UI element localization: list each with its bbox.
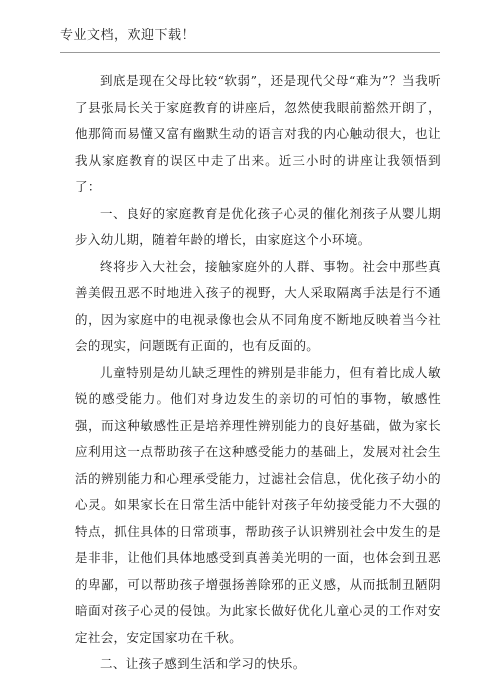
paragraph-society: 终将步入大社会，接触家庭外的人群、事物。社会中那些真善美假丑恶不时地进入孩子的视野，大人采取隔离手法是行不通的，因为家庭中的电视录像也会从不同角度不断地反映着当今社会的现实，问题既有正面的，也有反面的。 — [75, 258, 441, 353]
paragraph-children: 儿童特别是幼儿缺乏理性的辨别是非能力，但有着比成人敏锐的感受能力。他们对身边发生的亲切的可怕的事物，敏感性强，而这种敏感性正是培养理性辨别能力的良好基础，做为家长应利用这一点帮助孩子在这种感受能力的基础上，发展对社会生活的辨别能力和心理承受能力，过滤社会信息，优化孩子幼小的心灵。如果家长在日常生活中能针对孩子年幼接受能力不大强的特点，抓住具体的日常琐事，帮助孩子认识辨别社会中发生的是是非非，让他们具体地感受到真善美光明的一面，也体会到丑恶的卑鄙，可以帮助孩子增强扬善除邪的正义感，从而抵制丑陋阴暗面对孩子心灵的侵蚀。为此家长做好优化儿童心灵的工作对安定社会，安定国家功在千秋。 — [75, 364, 441, 645]
document-body — [75, 68, 441, 678]
paragraph-intro: 到底是现在父母比较“软弱”，还是现代父母“难为”？当我听了县张局长关于家庭教育的讲座后，忽然使我眼前豁然开朗了，他那简而易懂又富有幽默生动的语言对我的内心触动很大，也让我从家庭教育的误区中走了出来。近三小时的讲座让我领悟到了： — [75, 73, 441, 194]
paragraph-section-two: 二、让孩子感到生活和学习的快乐。 — [100, 656, 306, 671]
header-note: 专业文档，欢迎下载！ — [60, 28, 196, 43]
header-divider — [60, 52, 440, 53]
paragraph-section-one: 一、良好的家庭教育是优化孩子心灵的催化剂孩子从婴儿期步入幼儿期，随着年龄的增长，由家庭这个小环境。 — [75, 205, 441, 247]
